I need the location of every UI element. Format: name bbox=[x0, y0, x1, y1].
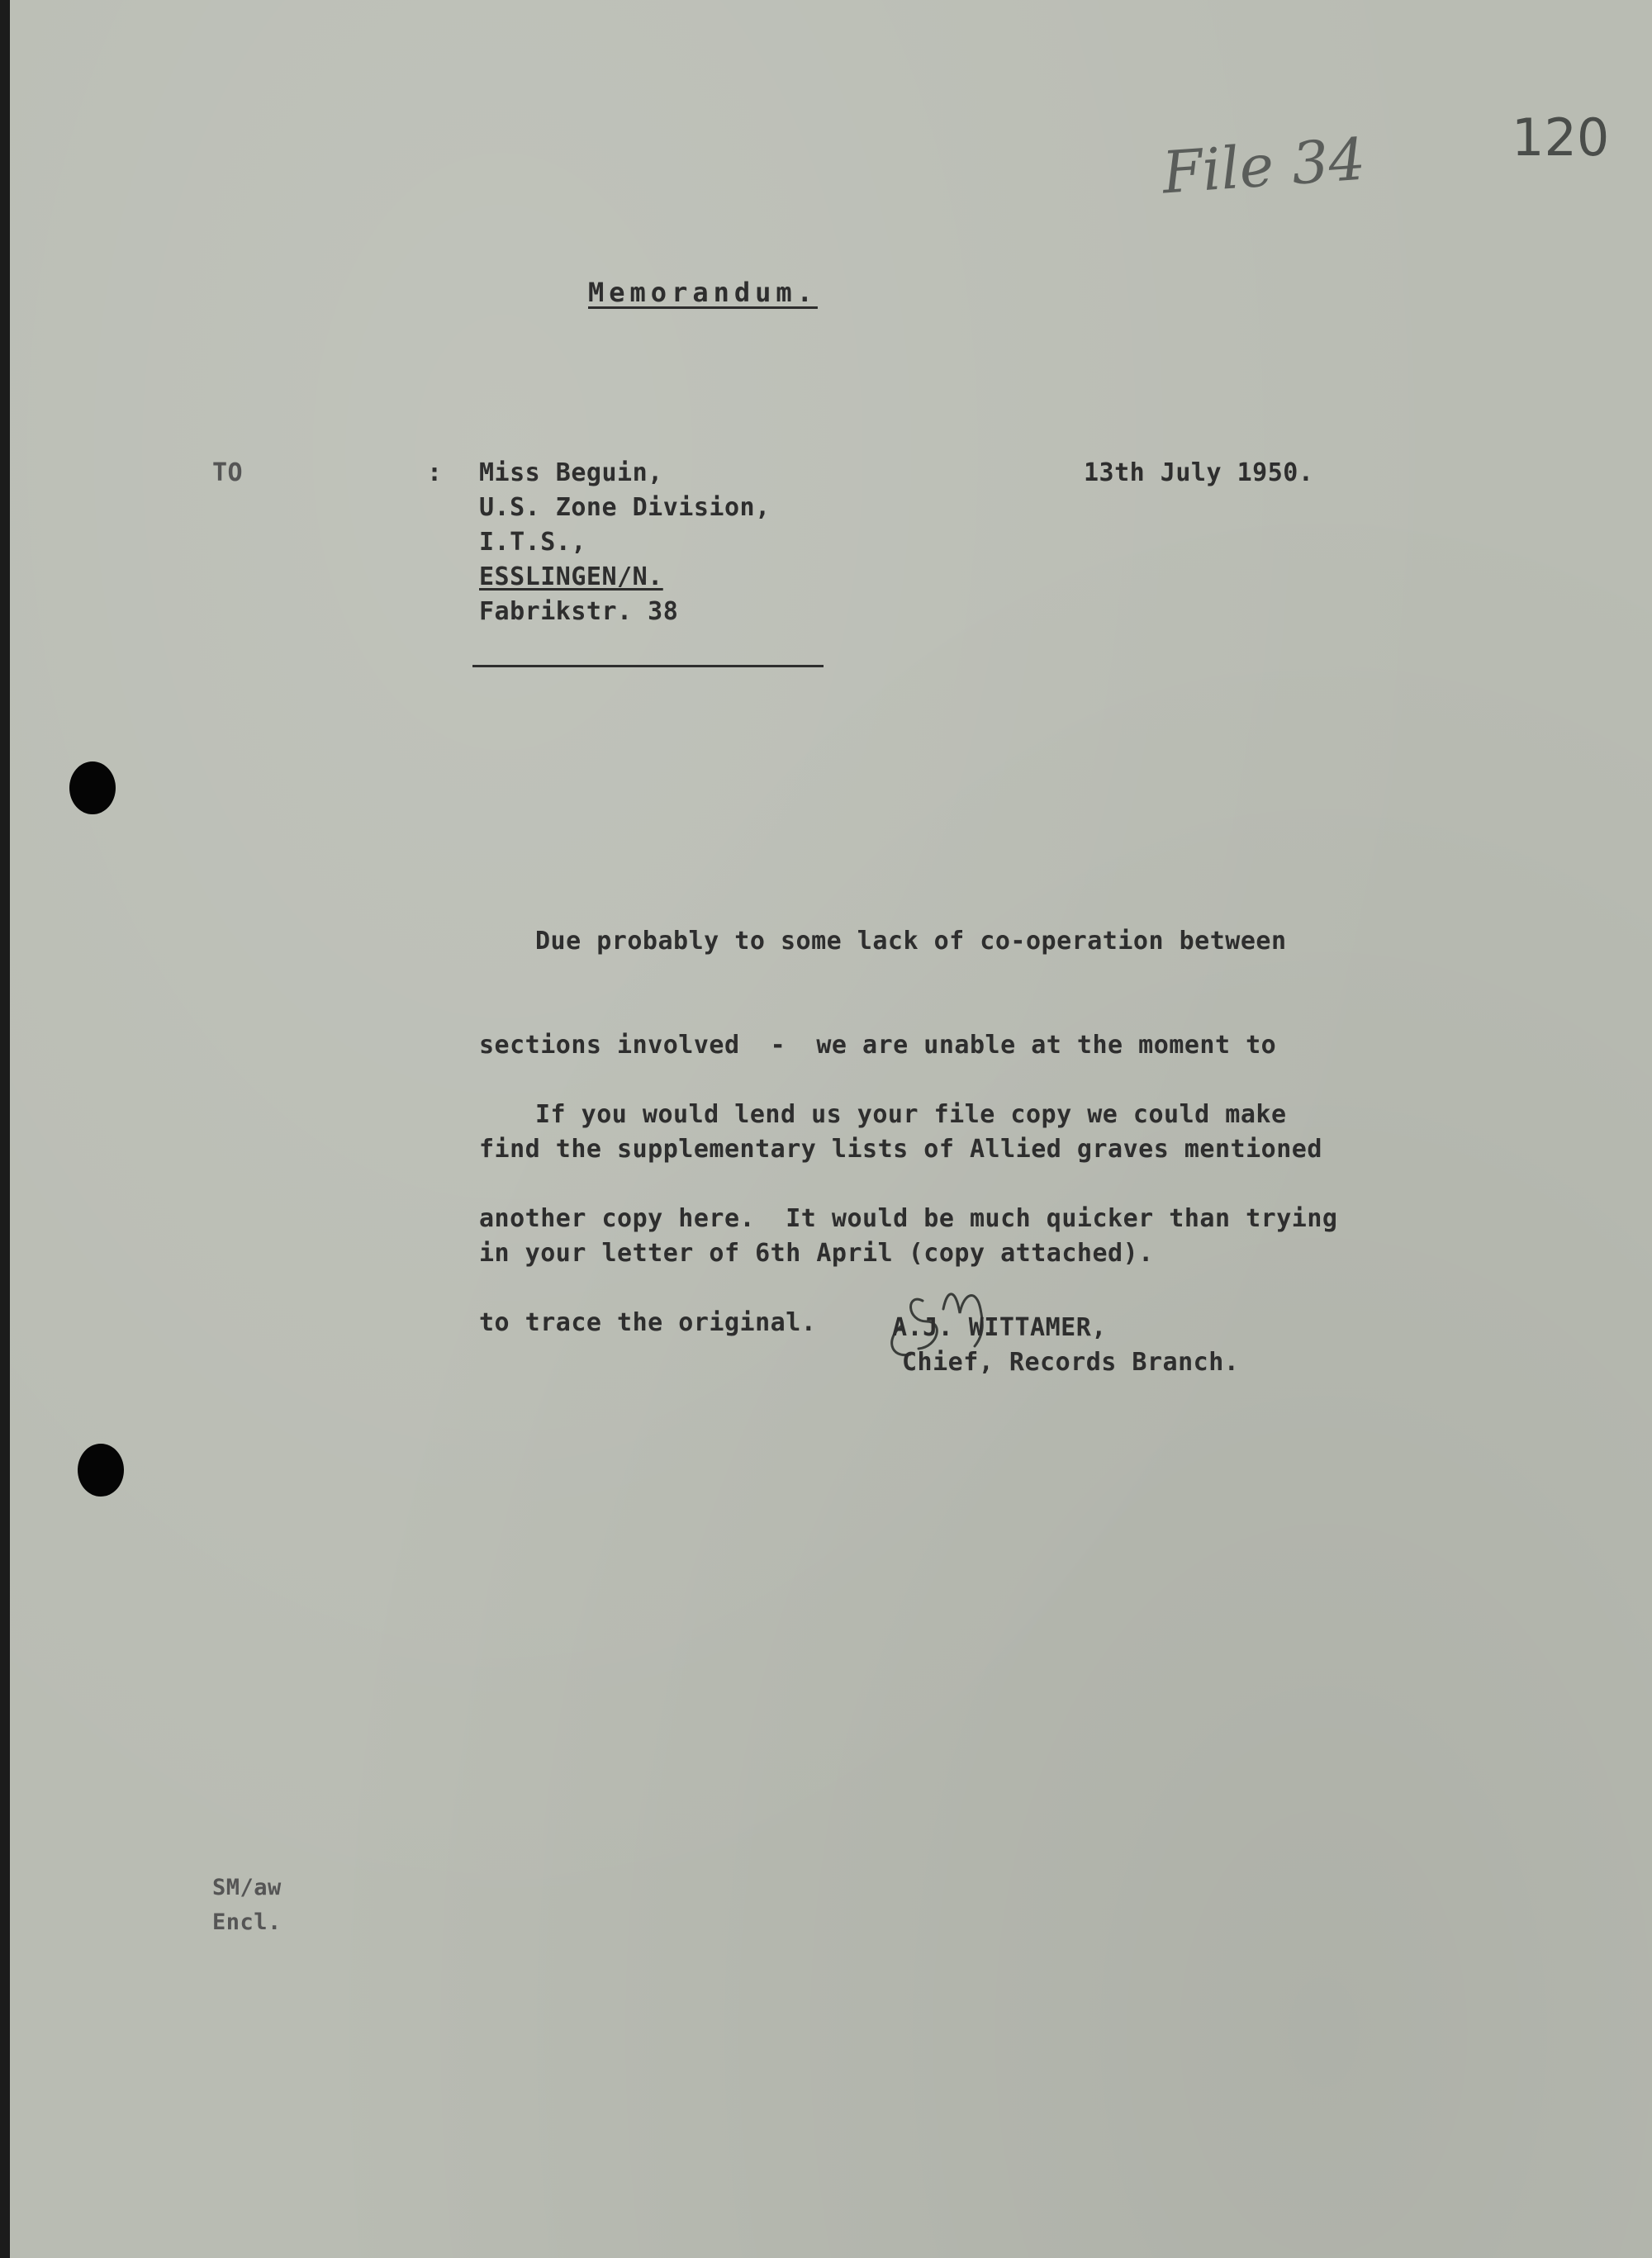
address-rule bbox=[472, 665, 824, 667]
paragraph-2-line: If you would lend us your file copy we could make bbox=[535, 1100, 1287, 1129]
paragraph-1-line: in your letter of 6th April (copy attached). bbox=[479, 1239, 1154, 1268]
to-separator: : bbox=[427, 458, 443, 487]
recipient-division: U.S. Zone Division, bbox=[479, 493, 771, 522]
recipient-org: I.T.S., bbox=[479, 528, 586, 557]
punch-hole-top bbox=[69, 761, 116, 814]
recipient-street: Fabrikstr. 38 bbox=[479, 597, 679, 626]
memo-page bbox=[10, 0, 1652, 2258]
enclosure-note: Encl. bbox=[212, 1909, 282, 1935]
recipient-name: Miss Beguin, bbox=[479, 458, 663, 487]
memo-title: Memorandum. bbox=[588, 277, 818, 308]
file-annotation: File 34 bbox=[1160, 125, 1368, 207]
paragraph-1-line: find the supplementary lists of Allied graves mentioned bbox=[479, 1135, 1322, 1164]
reference-initials: SM/aw bbox=[212, 1875, 282, 1900]
page-number: 120 bbox=[1512, 107, 1610, 168]
recipient-city: ESSLINGEN/N. bbox=[479, 562, 663, 591]
paragraph-2-line: another copy here. It would be much quicker than trying bbox=[479, 1204, 1338, 1233]
paragraph-2-line: to trace the original. bbox=[479, 1308, 817, 1337]
paragraph-1-line: sections involved - we are unable at the moment to bbox=[479, 1031, 1277, 1060]
memo-date: 13th July 1950. bbox=[1084, 458, 1314, 487]
signatory-name: A.J. WITTAMER, bbox=[892, 1313, 1107, 1342]
signatory-title: Chief, Records Branch. bbox=[902, 1348, 1240, 1377]
punch-hole-bottom bbox=[78, 1444, 124, 1497]
paragraph-1-line: Due probably to some lack of co-operation between bbox=[535, 927, 1287, 956]
to-label: TO bbox=[212, 458, 244, 487]
